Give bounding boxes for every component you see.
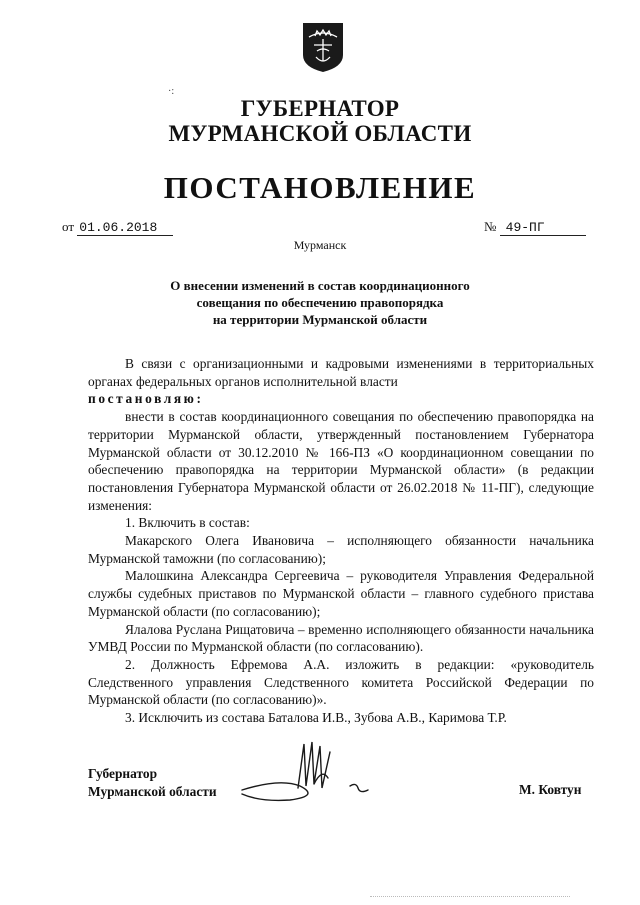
item-1: 1. Включить в состав: bbox=[125, 515, 250, 531]
item-2: 2. Должность Ефремова А.А. изложить в редакции: «руководитель Следственного управления Следственного комитета Российской Федерации по Мурманской области (по согласованию)». bbox=[88, 656, 594, 708]
issuer-title: ГУБЕРНАТОР bbox=[240, 96, 400, 121]
document-body bbox=[88, 355, 594, 727]
signatory-title-line: Мурманской области bbox=[88, 783, 217, 799]
date-prefix: от bbox=[62, 219, 75, 234]
document-type: ПОСТАНОВЛЕНИЕ bbox=[163, 170, 477, 205]
signatory-title-line: Губернатор bbox=[88, 766, 158, 781]
member-paragraph: Малошкина Александра Сергеевича – руководителя Управления Федеральной службы судебных приставов по Мурманской области – главного судебного пристава Мурманской области (по согласованию); bbox=[88, 568, 594, 619]
number-value: 49-ПГ bbox=[500, 220, 586, 236]
subject-line: на территории Мурманской области bbox=[212, 312, 428, 327]
decree-word: постановляю: bbox=[88, 391, 204, 407]
date-field bbox=[62, 219, 173, 236]
number-prefix: № bbox=[484, 219, 497, 234]
decree-line bbox=[88, 390, 594, 408]
subject-line: О внесении изменений в состав координационного bbox=[170, 278, 470, 293]
handwritten-signature bbox=[240, 738, 390, 818]
signatory-name: М. Ковтун bbox=[519, 782, 582, 797]
coat-of-arms-icon bbox=[301, 21, 345, 73]
main-paragraph: внести в состав координационного совещания по обеспечению правопорядка на территории Мурманской области, утвержденный постановлением Губернатора Мурманской области от 30.12.2010 № 166-ПЗ «О координационном совещании по обеспечению правопорядка на территории Мурманской области» (в редакции постановления Губернатора Мурманской области от 26.02.2018 № 11-ПГ), следующие изменения: bbox=[88, 409, 594, 513]
member-paragraph: Макарского Олега Ивановича – исполняющего обязанности начальника Мурманской таможни (по согласованию); bbox=[88, 533, 594, 566]
date-value: 01.06.2018 bbox=[77, 220, 173, 236]
number-field bbox=[484, 219, 586, 236]
subject-line: совещания по обеспечению правопорядка bbox=[196, 295, 444, 310]
signatory-title bbox=[88, 765, 217, 800]
scan-mark: ·: bbox=[168, 86, 175, 97]
member-paragraph: Ялалова Руслана Рищатовича – временно исполняющего обязанности начальника УМВД России по Мурманской области (по согласованию). bbox=[88, 621, 594, 655]
intro-paragraph: В связи с организационными и кадровыми изменениями в территориальных органах федеральных органов исполнительной власти bbox=[88, 356, 594, 389]
item-3: 3. Исключить из состава Баталова И.В., Зубова А.В., Каримова Т.Р. bbox=[125, 710, 507, 726]
issuer-region: МУРМАНСКОЙ ОБЛАСТИ bbox=[168, 121, 472, 146]
footer-divider bbox=[370, 896, 570, 898]
document-subject bbox=[0, 277, 640, 328]
city: Мурманск bbox=[293, 238, 347, 252]
